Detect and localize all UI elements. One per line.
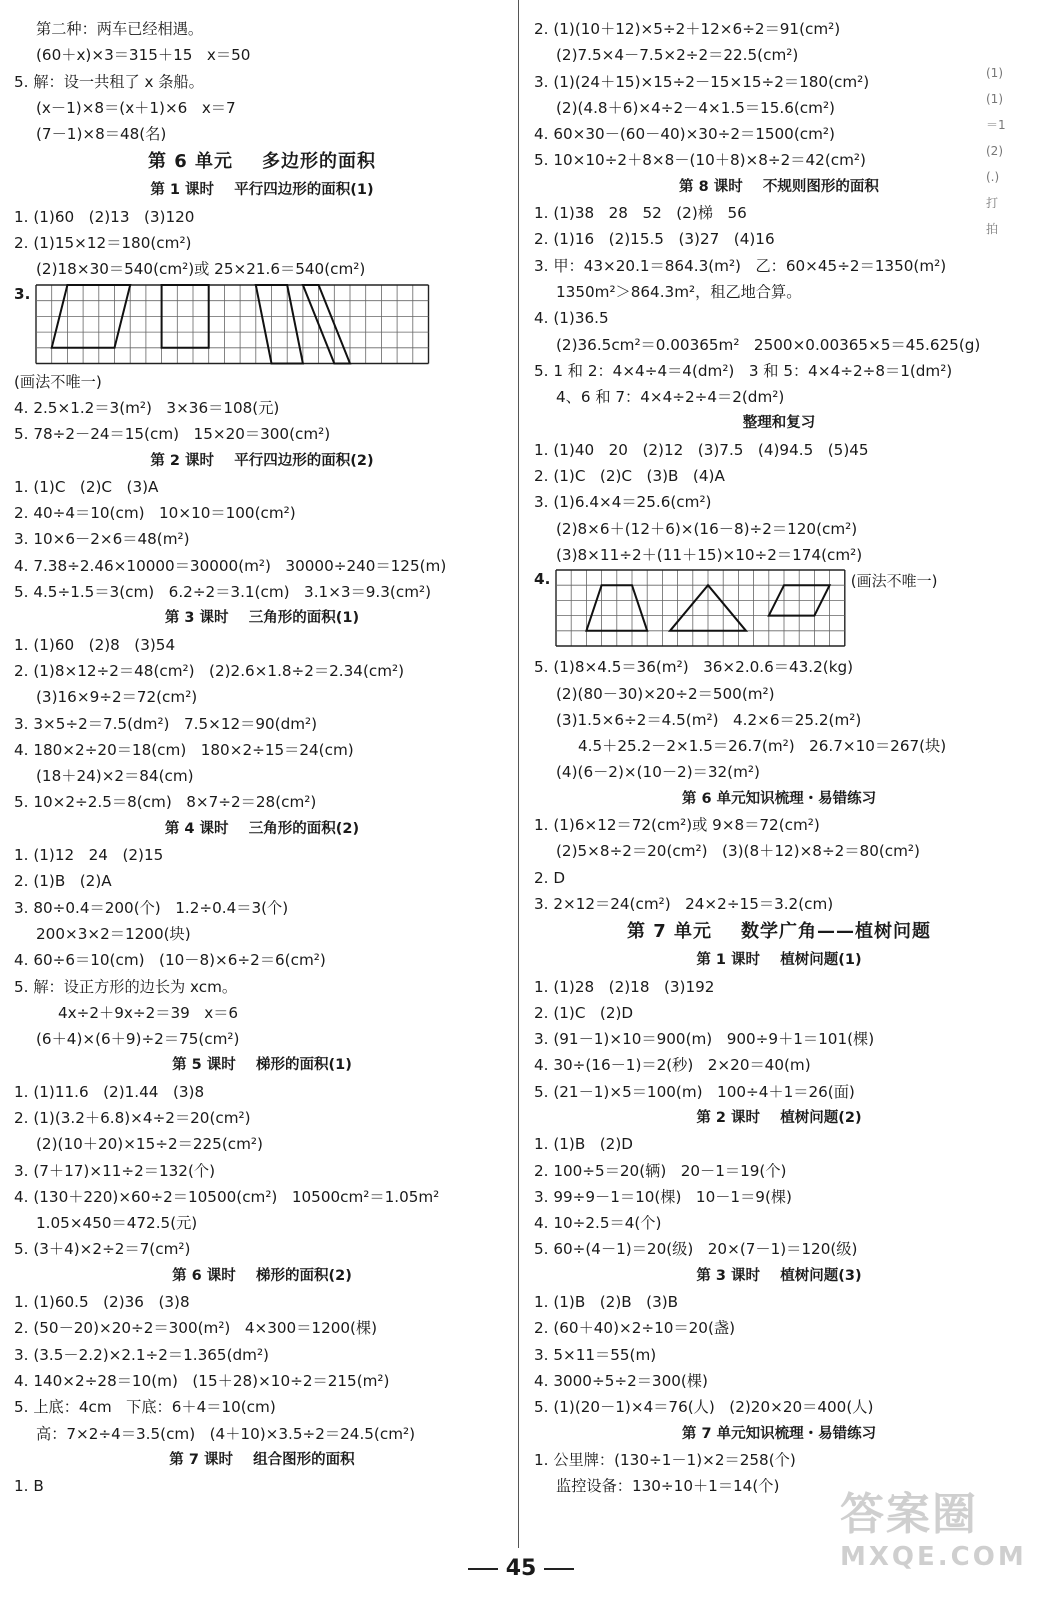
lesson-heading: 第 7 课时 组合图形的面积 bbox=[169, 1451, 355, 1468]
answer-line: (x－1)×8＝(x＋1)×6 x＝7 bbox=[36, 98, 236, 117]
lesson-heading: 第 7 单元知识梳理・易错练习 bbox=[681, 1425, 877, 1442]
answer-line: 5. 10×2÷2.5＝8(cm) 8×7÷2＝28(cm²) bbox=[14, 793, 317, 812]
answer-line: (2)(10＋20)×15÷2＝225(cm²) bbox=[36, 1135, 263, 1154]
answer-line: (18＋24)×2＝84(cm) bbox=[36, 767, 194, 786]
lesson-heading: 第 8 课时 不规则图形的面积 bbox=[679, 178, 879, 195]
edge-mark: (.) bbox=[986, 170, 1000, 184]
unit-heading: 第 7 单元 数学广角——植树问题 bbox=[626, 921, 932, 943]
answer-line: (2)(80－30)×20÷2＝500(m²) bbox=[556, 684, 775, 703]
answer-line: 3. (1)6.4×4＝25.6(cm²) bbox=[534, 493, 712, 512]
answer-line: 4x÷2＋9x÷2＝39 x＝6 bbox=[58, 1003, 239, 1022]
answer-line: 第二种：两车已经相遇。 bbox=[36, 20, 204, 38]
answer-line: 1. (1)11.6 (2)1.44 (3)8 bbox=[14, 1082, 205, 1101]
answer-line: 4. 140×2÷28＝10(m) (15＋28)×10÷2＝215(m²) bbox=[14, 1371, 390, 1390]
answer-line: 5. (3＋4)×2÷2＝7(cm²) bbox=[14, 1240, 191, 1259]
unit-heading: 第 6 单元 多边形的面积 bbox=[147, 151, 377, 173]
answer-line: (2)36.5cm²＝0.00365m² 2500×0.00365×5＝45.625(g) bbox=[556, 335, 981, 354]
grid-paper bbox=[34, 283, 431, 368]
answer-line: 200×3×2＝1200(块) bbox=[36, 924, 191, 943]
answer-line: 1. (1)6×12＝72(cm²)或 9×8＝72(cm²) bbox=[534, 816, 820, 835]
answer-line: 3. (3.5－2.2)×2.1÷2＝1.365(dm²) bbox=[14, 1345, 269, 1364]
answer-line: 3. 3×5÷2＝7.5(dm²) 7.5×12＝90(dm²) bbox=[14, 714, 318, 733]
answer-line: (3)8×11÷2＋(11＋15)×10÷2＝174(cm²) bbox=[556, 545, 863, 564]
lesson-heading: 整理和复习 bbox=[742, 415, 816, 432]
answer-line: 2. 100÷5＝20(辆) 20－1＝19(个) bbox=[534, 1161, 787, 1180]
answer-line: (3)1.5×6÷2＝4.5(m²) 4.2×6＝25.2(m²) bbox=[556, 710, 862, 729]
answer-line: 4. 7.38÷2.46×10000＝30000(m²) 30000÷240＝125(m) bbox=[14, 556, 447, 575]
answer-line: 4、6 和 7：4×4÷2÷4＝2(dm²) bbox=[556, 388, 785, 407]
answer-line: 4. 2.5×1.2＝3(m²) 3×36＝108(元) bbox=[14, 398, 280, 417]
answer-line: 1.05×450＝472.5(元) bbox=[36, 1214, 198, 1233]
answer-line: 5. 60÷(4－1)＝20(级) 20×(7－1)＝120(级) bbox=[534, 1240, 858, 1259]
lesson-heading: 第 3 课时 三角形的面积(1) bbox=[164, 610, 360, 627]
answer-line: 5. (1)(20－1)×4＝76(人) (2)20×20＝400(人) bbox=[534, 1398, 874, 1417]
answer-line: 4. 180×2÷20＝18(cm) 180×2÷15＝24(cm) bbox=[14, 740, 354, 759]
answer-line: 3. 甲：43×20.1＝864.3(m²) 乙：60×45÷2＝1350(m²) bbox=[534, 256, 947, 275]
answer-line: 3. (1)(24＋15)×15÷2－15×15÷2＝180(cm²) bbox=[534, 72, 870, 91]
lesson-heading: 第 6 单元知识梳理・易错练习 bbox=[681, 790, 877, 807]
left-column bbox=[14, 16, 510, 1499]
answer-line: 2. (1)8×12÷2＝48(cm²) (2)2.6×1.8÷2＝2.34(cm²) bbox=[14, 661, 405, 680]
right-column bbox=[534, 16, 1024, 1499]
answer-line: 5. 10×10÷2＋8×8－(10＋8)×8÷2＝42(cm²) bbox=[534, 151, 866, 170]
lesson-heading: 第 1 课时 植树问题(1) bbox=[696, 952, 862, 969]
edge-mark: ＝1 bbox=[986, 118, 1006, 132]
answer-line: 2. (1)(10＋12)×5÷2＋12×6÷2＝91(cm²) bbox=[534, 20, 841, 38]
watermark-logo bbox=[840, 1488, 1030, 1588]
answer-line: 4. 10÷2.5＝4(个) bbox=[534, 1214, 662, 1233]
lesson-heading: 第 2 课时 植树问题(2) bbox=[696, 1109, 862, 1126]
answer-line: 5. 1 和 2：4×4÷4＝4(dm²) 3 和 5：4×4÷2÷8＝1(dm²) bbox=[534, 361, 953, 380]
figure-number: 3. bbox=[14, 284, 31, 303]
answer-line: 1. (1)40 20 (2)12 (3)7.5 (4)94.5 (5)45 bbox=[534, 440, 869, 459]
answer-line: (2)7.5×4－7.5×2÷2＝22.5(cm²) bbox=[556, 46, 799, 65]
answer-line: 2. (50－20)×20÷2＝300(m²) 4×300＝1200(棵) bbox=[14, 1319, 378, 1338]
answer-line: 1. B bbox=[14, 1477, 44, 1496]
page-number-text: 45 bbox=[505, 1556, 537, 1581]
answer-line: 3. 5×11＝55(m) bbox=[534, 1345, 657, 1364]
answer-line: (6＋4)×(6＋9)÷2＝75(cm²) bbox=[36, 1030, 240, 1049]
answer-line: 5. (1)8×4.5＝36(m²) 36×2.0.6＝43.2(kg) bbox=[534, 658, 854, 677]
answer-line: (3)16×9÷2＝72(cm²) bbox=[36, 688, 198, 707]
answer-line: 2. (1)C (2)C (3)B (4)A bbox=[534, 467, 725, 486]
figure-number: 4. bbox=[534, 570, 551, 589]
answer-line: 3. 10×6－2×6＝48(m²) bbox=[14, 530, 190, 549]
answer-line: 4. 60×30－(60－40)×30÷2＝1500(cm²) bbox=[534, 125, 835, 144]
edge-mark: (1) bbox=[986, 92, 1003, 106]
answer-line: 3. (7＋17)×11÷2＝132(个) bbox=[14, 1161, 215, 1180]
grid-figure-a bbox=[14, 283, 510, 369]
figure-note bbox=[431, 283, 435, 285]
lesson-heading: 第 5 课时 梯形的面积(1) bbox=[172, 1057, 352, 1074]
answer-line: 1. (1)60 (2)8 (3)54 bbox=[14, 635, 176, 654]
answer-line: 5. 4.5÷1.5＝3(cm) 6.2÷2＝3.1(cm) 3.1×3＝9.3(cm²) bbox=[14, 583, 432, 602]
answer-line: 2. (1)15×12＝180(cm²) bbox=[14, 234, 192, 253]
figure-note: (画法不唯一) bbox=[850, 572, 938, 591]
answer-line: 2. D bbox=[534, 868, 566, 887]
answer-line: (2)8×6＋(12＋6)×(16－8)÷2＝120(cm²) bbox=[556, 519, 858, 538]
lesson-heading: 第 3 课时 植树问题(3) bbox=[696, 1267, 862, 1284]
answer-line: 高：7×2÷4＝3.5(cm) (4＋10)×3.5÷2＝24.5(cm²) bbox=[36, 1424, 416, 1443]
watermark-url: MXQE.COM bbox=[840, 1542, 1027, 1572]
answer-line: 2. (1)B (2)A bbox=[14, 872, 112, 891]
answer-line: 1. 公里牌：(130÷1－1)×2＝258(个) bbox=[534, 1450, 796, 1469]
answer-line: 2. 40÷4＝10(cm) 10×10＝100(cm²) bbox=[14, 504, 296, 523]
watermark-title: 答案圈 bbox=[840, 1489, 978, 1540]
answer-line: (2)5×8÷2＝20(cm²) (3)(8＋12)×8÷2＝80(cm²) bbox=[556, 842, 920, 861]
edge-mark: 打 bbox=[986, 196, 999, 210]
answer-line: (4)(6－2)×(10－2)＝32(m²) bbox=[556, 763, 760, 782]
answer-line: 3. (91－1)×10＝900(m) 900÷9＋1＝101(棵) bbox=[534, 1030, 875, 1049]
answer-line: 2. (60＋40)×2÷10＝20(盏) bbox=[534, 1319, 735, 1338]
answer-line: (60＋x)×3＝315＋15 x＝50 bbox=[36, 46, 251, 65]
answer-line: 4.5＋25.2－2×1.5＝26.7(m²) 26.7×10＝267(块) bbox=[578, 737, 947, 756]
answer-line: (画法不唯一) bbox=[14, 372, 102, 391]
answer-line: (2)(4.8＋6)×4÷2－4×1.5＝15.6(cm²) bbox=[556, 98, 835, 117]
answer-line: 1. (1)38 28 52 (2)梯 56 bbox=[534, 204, 747, 223]
edge-mark: (1) bbox=[986, 66, 1003, 80]
answer-line: 5. 上底：4cm 下底：6＋4＝10(cm) bbox=[14, 1398, 276, 1417]
answer-line: 1350m²＞864.3m²，租乙地合算。 bbox=[556, 282, 802, 301]
answer-line: 5. 解：设正方形的边长为 xcm。 bbox=[14, 977, 238, 996]
answer-line: 4. 60÷6＝10(cm) (10－8)×6÷2＝6(cm²) bbox=[14, 951, 326, 970]
edge-mark: (2) bbox=[986, 144, 1003, 158]
answer-line: 3. 99÷9－1＝10(棵) 10－1＝9(棵) bbox=[534, 1187, 792, 1206]
lesson-heading: 第 6 课时 梯形的面积(2) bbox=[172, 1267, 352, 1284]
answer-line: 4. 3000÷5÷2＝300(棵) bbox=[534, 1371, 708, 1390]
answer-line: 5. 78÷2－24＝15(cm) 15×20＝300(cm²) bbox=[14, 425, 331, 444]
lesson-heading: 第 2 课时 平行四边形的面积(2) bbox=[150, 452, 374, 469]
answer-line: 1. (1)C (2)C (3)A bbox=[14, 477, 159, 496]
answer-line: 监控设备：130÷10＋1＝14(个) bbox=[556, 1477, 780, 1496]
answer-line: 1. (1)12 24 (2)15 bbox=[14, 846, 164, 865]
answer-line: (2)18×30＝540(cm²)或 25×21.6＝540(cm²) bbox=[36, 260, 366, 279]
lesson-heading: 第 1 课时 平行四边形的面积(1) bbox=[150, 182, 374, 199]
adjacent-page-edge bbox=[986, 60, 1026, 340]
answer-line: 1. (1)B (2)D bbox=[534, 1135, 633, 1154]
answer-line: 1. (1)28 (2)18 (3)192 bbox=[534, 977, 715, 996]
answer-line: 2. (1)16 (2)15.5 (3)27 (4)16 bbox=[534, 230, 775, 249]
answer-line: 3. 2×12＝24(cm²) 24×2÷15＝3.2(cm) bbox=[534, 894, 834, 913]
answer-line: 4. (130＋220)×60÷2＝10500(cm²) 10500cm²＝1.05m² bbox=[14, 1187, 440, 1206]
edge-mark: 拍 bbox=[986, 222, 999, 236]
column-divider bbox=[518, 0, 519, 1548]
answer-line: 5. (21－1)×5＝100(m) 100÷4＋1＝26(面) bbox=[534, 1082, 855, 1101]
parallelogram-shape-3 bbox=[303, 285, 350, 364]
grid-figure-b bbox=[534, 568, 1024, 654]
answer-line: 1. (1)B (2)B (3)B bbox=[534, 1293, 679, 1312]
grid-paper bbox=[554, 568, 847, 650]
answer-line: 5. 解：设一共租了 x 条船。 bbox=[14, 72, 204, 91]
answer-line: 2. (1)(3.2＋6.8)×4÷2＝20(cm²) bbox=[14, 1108, 251, 1127]
lesson-heading: 第 4 课时 三角形的面积(2) bbox=[164, 820, 360, 837]
answer-line: 2. (1)C (2)D bbox=[534, 1003, 634, 1022]
answer-line: (7－1)×8＝48(名) bbox=[36, 125, 167, 144]
answer-line: 1. (1)60 (2)13 (3)120 bbox=[14, 207, 195, 226]
answer-line: 4. 30÷(16－1)＝2(秒) 2×20＝40(m) bbox=[534, 1056, 811, 1075]
answer-line: 3. 80÷0.4＝200(个) 1.2÷0.4＝3(个) bbox=[14, 898, 289, 917]
answer-line: 1. (1)60.5 (2)36 (3)8 bbox=[14, 1293, 190, 1312]
answer-line: 4. (1)36.5 bbox=[534, 309, 609, 328]
parallelogram-shape-2 bbox=[256, 285, 303, 364]
